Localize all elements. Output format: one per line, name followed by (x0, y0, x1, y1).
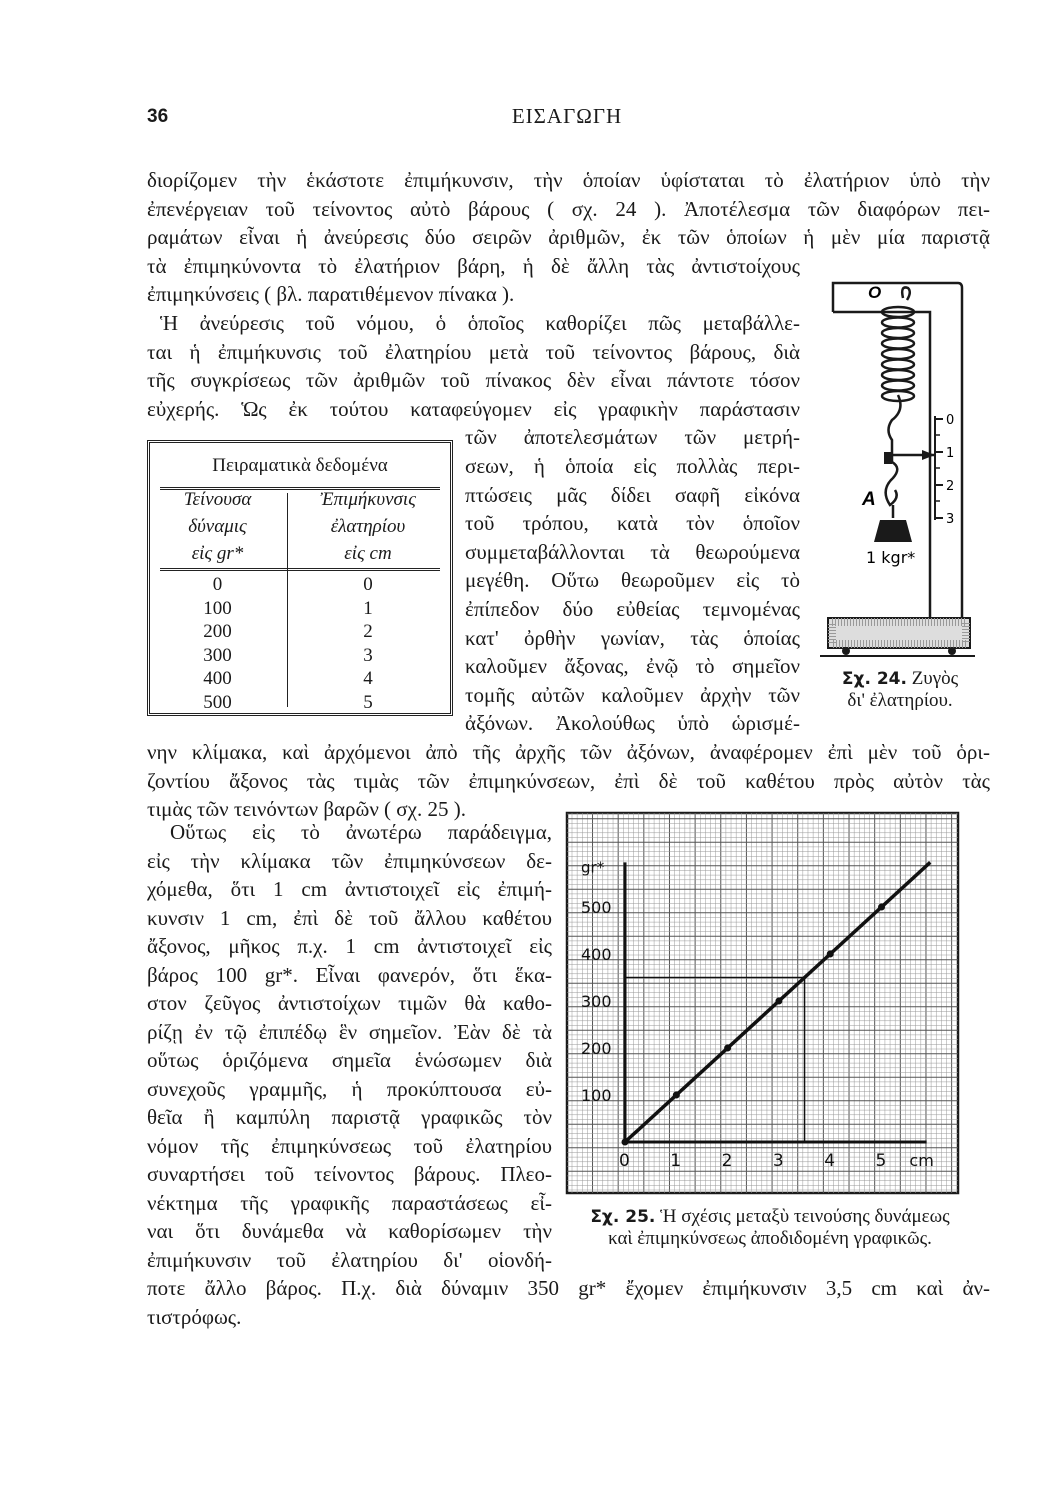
text-line: ἐπιμήκυνσιν τοῦ ἐλατηρίου δι' οἱονδή- (147, 1247, 552, 1272)
force-cell: 300 (203, 644, 232, 666)
text-line: εἰς τὴν κλίμακα τῶν ἐπιμηκύνσεων δε- (147, 848, 552, 873)
text-line: βάρος 100 gr*. Εἶναι φανερόν, ὅτι ἕκα- (147, 962, 552, 987)
col2-header-line: Ἐπιμήκυνσις (320, 489, 416, 510)
text-line: τὰ ἐπιμηκύνοντα τὸ ἐλατήριον βάρη, ἡ δὲ ἄλλη τὰς ἀντιστοίχους (147, 253, 800, 278)
text-line: ναι ὅτι δυνάμεθα νὰ καθορίσωμεν τὴν (147, 1219, 552, 1243)
text-line: ἐπίπεδον δύο εὐθείας τεμνομένας (465, 597, 800, 621)
text-line: ἐπενέργειαν τοῦ τείνοντος αὐτὸ βάρους ( σχ. 24 ). Ἀποτέλεσμα τῶν διαφόρων πει- (147, 196, 990, 221)
y-tick-label: 400 (581, 945, 612, 964)
y-tick-label: 300 (581, 992, 612, 1011)
text-line: χόμεθα, ὅτι 1 cm ἀντιστοιχεῖ εἰς ἐπιμή- (147, 877, 552, 901)
text-line: ποτε ἄλλο βάρος. Π.χ. διὰ δύναμιν 350 gr* ἔχομεν ἐπιμήκυνσιν 3,5 cm καὶ ἀν- (147, 1276, 990, 1300)
col1-header-line: Τείνουσα (183, 489, 252, 510)
y-axis-label: gr* (581, 858, 605, 877)
x-tick-label: 0 (619, 1151, 630, 1171)
text-line: τῆς συγκρίσεως τῶν ἀριθμῶν τοῦ πίνακος δὲν εἶναι πάντοτε τόσον (147, 368, 800, 393)
x-tick-label: 5 (875, 1151, 887, 1171)
text-line: ζοντίου ἄξονος τὰς τιμὰς τῶν ἐπιμηκύνσεων, ἐπὶ δὲ τοῦ καθέτου πρὸς αὐτὸν τὰς (147, 768, 990, 793)
text-line: κατ' ὀρθὴν γωνίαν, τὰς ὁποίας (465, 625, 800, 650)
text-line: εὐχερής. Ὡς ἐκ τούτου καταφεύγομεν εἰς γραφικὴν παράστασιν (147, 396, 800, 421)
data-point (724, 1045, 731, 1052)
scale-tick-label: 2 (946, 479, 955, 494)
text-line: ται ἡ ἐπιμήκυνσις τοῦ ἐλατηρίου μετὰ τοῦ τείνοντος βάρους, διὰ (147, 339, 800, 364)
text-line: νέκτημα τῆς γραφικῆς παραστάσεως εἶ- (147, 1190, 552, 1215)
weight-label: 1 kgr* (866, 548, 916, 567)
text-line: συμμεταβάλλονται τὰ θεωρούμενα (465, 539, 800, 564)
x-axis-label: cm (909, 1151, 934, 1170)
scale-tick-label: 3 (946, 512, 955, 527)
y-tick-label: 100 (581, 1086, 612, 1105)
scale-tick-label: 1 (946, 446, 955, 461)
caption-text: Ἡ σχέσις μεταξὺ τεινούσης δυνάμεως (660, 1206, 950, 1227)
force-cell: 500 (203, 691, 232, 713)
figure-25-caption (565, 1206, 975, 1250)
force-cell: 0 (212, 574, 223, 595)
text-line: τιμὰς τῶν τεινόντων βαρῶν ( σχ. 25 ). (147, 797, 466, 822)
y-tick-label: 500 (581, 898, 612, 917)
text-line: Οὕτως εἰς τὸ ἀνωτέρω παράδειγμα, (170, 820, 552, 844)
elongation-cell: 2 (363, 621, 373, 642)
caption-text: καὶ ἐπιμηκύνσεως ἀποδιδομένη γραφικῶς. (608, 1228, 932, 1249)
x-tick-label: 1 (670, 1151, 682, 1171)
elongation-cell: 0 (363, 574, 373, 595)
text-line: τοῦ τρόπου, κατὰ τὸν ὁποῖον (465, 511, 800, 536)
text-line: νην κλίμακα, καὶ ἀρχόμενοι ἀπὸ τῆς ἀρχῆς τῶν ἀξόνων, ἀναφέρομεν ἐπὶ μὲν τοῦ ὁρι- (147, 740, 990, 764)
col1-header-line: εἰς gr* (191, 543, 244, 564)
text-line: Ἡ ἀνεύρεσις τοῦ νόμου, ὁ ὁποῖος καθορίζει πῶς μεταβάλλε- (160, 311, 800, 335)
text-line: κυνσιν 1 cm, ἐπὶ δὲ τοῦ ἄλλου καθέτου (147, 905, 552, 930)
scale-tick-label: 0 (946, 413, 955, 428)
force-cell: 200 (203, 621, 232, 642)
caption-text: Ζυγὸς (911, 668, 959, 689)
text-line: ἀξόνων. Ἀκολούθως ὑπὸ ὡρισμέ- (465, 711, 800, 736)
caption-number: Σχ. 25. (590, 1207, 656, 1227)
text-line: τομῆς αὐτῶν καλοῦμεν ἀρχὴν τῶν (465, 682, 800, 707)
text-line: συναρτήσει τοῦ τείνοντος βάρους. Πλεο- (147, 1162, 552, 1186)
label-a: A (862, 489, 876, 510)
data-point (827, 951, 834, 958)
data-point (673, 1092, 680, 1099)
text-line: ραμάτων εἶναι ἡ ἀνεύρεσις δύο σειρῶν ἀριθμῶν, ἐκ τῶν ὁποίων ἡ μὲν μία παριστᾷ (147, 225, 990, 250)
text-line: θεῖα ἢ καμπύλη παριστᾷ γραφικῶς τὸν (147, 1105, 552, 1129)
text-line: διορίζομεν τὴν ἑκάστοτε ἐπιμήκυνσιν, τὴν ὁποίαν ὑφίσταται τὸ ἐλατήριον ὑπὸ τὴν (147, 168, 990, 192)
text-line: ρίζῃ ἐν τῷ ἐπιπέδῳ ἓν σημεῖον. Ἐὰν δὲ τὰ (147, 1019, 552, 1044)
table-title: Πειραματικὰ δεδομένα (212, 455, 388, 476)
text-line: συνεχοῦς γραμμῆς, ἡ προκύπτουσα εὐ- (147, 1076, 552, 1101)
data-point (775, 998, 782, 1005)
col2-header-line: ἐλατηρίου (330, 516, 406, 537)
elongation-cell: 3 (363, 644, 373, 666)
text-line: στον ζεῦγος ἀντιστοίχων τιμῶν θὰ καθο- (147, 991, 552, 1015)
caption-text: δι' ἐλατηρίου. (847, 690, 953, 711)
text-line: πτώσεις μᾶς δίδει σαφῆ εἰκόνα (465, 482, 800, 507)
text-line: τιστρόφως. (147, 1304, 242, 1329)
x-tick-label: 2 (721, 1151, 733, 1171)
col2-header-line: εἰς cm (344, 543, 392, 564)
text-line: νόμον τῆς ἐπιμηκύνσεως τοῦ ἐλατηρίου (147, 1133, 552, 1158)
text-line: καλοῦμεν ἄξονας, ἐνῷ τὸ σημεῖον (465, 654, 800, 679)
running-title: ΕΙΣΑΓΩΓΗ (511, 104, 623, 128)
col1-header-line: δύναμις (188, 516, 247, 537)
text-line: σεων, ἡ ὁποία εἰς πολλὰς περι- (465, 454, 800, 478)
x-tick-label: 4 (824, 1151, 836, 1171)
text-line: μεγέθη. Οὕτω θεωροῦμεν εἰς τὸ (465, 568, 800, 593)
elongation-cell: 1 (363, 597, 373, 619)
data-point (622, 1139, 629, 1146)
text-line: τῶν ἀποτελεσμάτων τῶν μετρή- (465, 425, 800, 450)
text-line: οὕτως ὁριζόμενα σημεῖα ἑνώσωμεν διὰ (147, 1048, 552, 1072)
caption-number: Σχ. 24. (841, 669, 907, 689)
text-line: ἐπιμηκύνσεις ( βλ. παρατιθέμενον πίνακα ). (147, 282, 515, 307)
force-cell: 400 (203, 668, 232, 689)
elongation-cell: 5 (363, 691, 373, 713)
y-tick-label: 200 (581, 1039, 612, 1058)
page-number: 36 (147, 106, 169, 127)
x-tick-label: 3 (772, 1151, 784, 1171)
elongation-cell: 4 (363, 668, 373, 689)
text-line: ἄξονος, μῆκος π.χ. 1 cm ἀντιστοιχεῖ εἰς (147, 934, 552, 958)
label-o: O (868, 283, 882, 302)
data-point (878, 904, 885, 911)
force-cell: 100 (203, 597, 232, 619)
